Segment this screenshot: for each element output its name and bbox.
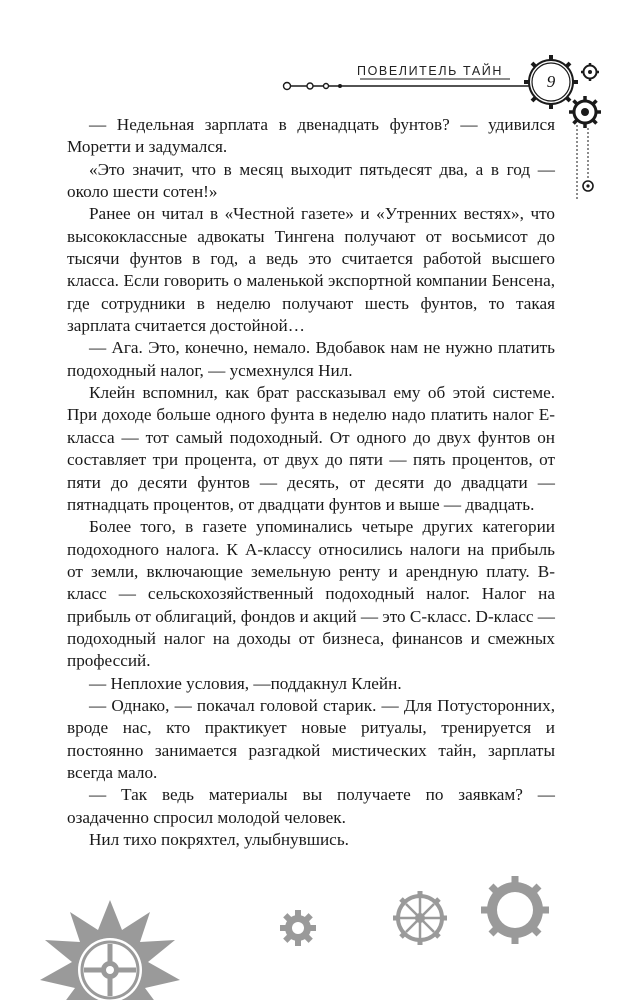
- paragraph: — Однако, — покачал головой старик. — Для Потусторонних, вроде нас, кто практикует новые ритуалы, тренируется и постоянно занимается разгадкой мистических тайн, зарплаты всегда мало.: [67, 695, 555, 782]
- paragraph: — Неплохие условия, —поддакнул Клейн.: [89, 673, 402, 693]
- paragraph: «Это значит, что в месяц выходит пятьдесят два, а в год — около шести сотен!»: [67, 159, 555, 202]
- gears-footer-ornament-icon: [0, 850, 644, 1000]
- running-title: ПОВЕЛИТЕЛЬ ТАЙН: [357, 64, 503, 78]
- paragraph: — Недельная зарплата в двенадцать фунтов? — удивился Моретти и задумался.: [67, 115, 555, 157]
- page-number: 9: [546, 72, 556, 91]
- paragraph: Нил тихо покряхтел, улыбнувшись.: [89, 830, 349, 849]
- paragraph: — Ага. Это, конечно, немало. Вдобавок нам не нужно платить подоходный налог, — усмехнулся Нил.: [67, 338, 555, 380]
- footer-ornament: [0, 850, 644, 1000]
- paragraph: Более того, в газете упоминались четыре других категории подоходного налога. К А-классу относились налоги на прибыль от земли, включающие земельную ренту и арендную плату. В-класс — сельскохозяйственный подоходный налог. Налог на прибыль от облигаций, фондов и акций — это С-класс. D-класс — подоходный налог на доходы от бизнеса, финансов и смежных профессий.: [67, 517, 555, 671]
- paragraph: — Так ведь материалы вы получаете по заявкам? — озадаченно спросил молодой человек.: [67, 785, 555, 827]
- paragraph: Клейн вспомнил, как брат рассказывал ему об этой системе. При доходе больше одного фунта в неделю надо платить налог Е-класса — тот самый подоходный. От одного до двух фунтов он составляет три процента, от двух до пяти — пять процентов, от пяти до десяти фунтов — десять, от десяти до двадцати — пятнадцать процентов, от двадцати фунтов и выше — двадцать.: [67, 383, 555, 514]
- paragraph: Ранее он читал в «Честной газете» и «Утренних вестях», что высококлассные адвокаты Тингена получают от восьмисот до тысячи фунтов в год, а ведь это считается работой высшего класса. Если говорить о маленькой экспортной компании Бенсена, где сотрудники в неделю получают шесть фунтов, то такая зарплата считается достойной…: [67, 204, 555, 336]
- body-text: [67, 114, 555, 851]
